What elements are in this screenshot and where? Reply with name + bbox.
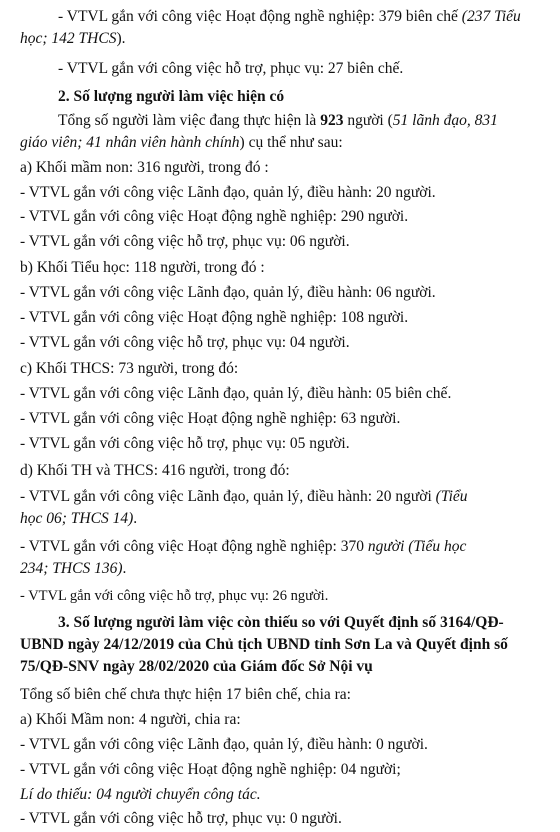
text-line: - VTVL gắn với công việc hỗ trợ, phục vụ: 06 người. [20, 233, 350, 250]
text-line: - VTVL gắn với công việc hỗ trợ, phục vụ: 0 người. [20, 810, 342, 827]
text-line: Lí do thiếu: 04 người chuyển công tác. [20, 786, 261, 803]
text-line: - VTVL gắn với công việc Hoạt động nghề nghiệp: 04 người; [20, 761, 401, 778]
text-line: - VTVL gắn với công việc Hoạt động nghề nghiệp: 108 người. [20, 309, 409, 326]
text-line: - VTVL gắn với công việc hỗ trợ, phục vụ: 27 biên chế. [58, 60, 404, 77]
text-line: - VTVL gắn với công việc Hoạt động nghề nghiệp: 379 biên chế (237 Tiểu [58, 8, 521, 25]
text-line: - VTVL gắn với công việc Hoạt động nghề nghiệp: 290 người. [20, 208, 409, 225]
text-line: - VTVL gắn với công việc Lãnh đạo, quản lý, điều hành: 0 người. [20, 736, 428, 753]
section-heading: 3. Số lượng người làm việc còn thiếu so với Quyết định số 3164/QĐ- [58, 614, 504, 631]
section-heading: 2. Số lượng người làm việc hiện có [58, 88, 285, 105]
text-line: - VTVL gắn với công việc hỗ trợ, phục vụ: 05 người. [20, 435, 350, 452]
text-line: giáo viên; 41 nhân viên hành chính) cụ thể như sau: [20, 134, 343, 151]
text-line: a) Khối mầm non: 316 người, trong đó : [20, 159, 269, 176]
section-heading: UBND ngày 24/12/2019 của Chủ tịch UBND tỉnh Sơn La và Quyết định số [20, 636, 508, 653]
text-line: - VTVL gắn với công việc Lãnh đạo, quản lý, điều hành: 05 biên chế. [20, 385, 452, 402]
text-line: b) Khối Tiểu học: 118 người, trong đó : [20, 259, 265, 276]
text-line: c) Khối THCS: 73 người, trong đó: [20, 360, 239, 377]
text-line: - VTVL gắn với công việc Lãnh đạo, quản lý, điều hành: 06 người. [20, 284, 436, 301]
text-line: - VTVL gắn với công việc Hoạt động nghề nghiệp: 63 người. [20, 410, 401, 427]
text-line: a) Khối Mầm non: 4 người, chia ra: [20, 711, 241, 728]
text-line: học; 142 THCS). [20, 30, 126, 47]
text-line: Tổng số biên chế chưa thực hiện 17 biên chế, chia ra: [20, 686, 351, 703]
text-line: học 06; THCS 14). [20, 510, 138, 527]
text-line: - VTVL gắn với công việc Hoạt động nghề nghiệp: 370 người (Tiểu học [20, 538, 467, 555]
text-line: - VTVL gắn với công việc hỗ trợ, phục vụ: 26 người. [20, 588, 329, 604]
text-line: Tổng số người làm việc đang thực hiện là 923 người (51 lãnh đạo, 831 [58, 112, 498, 129]
text-line: - VTVL gắn với công việc Lãnh đạo, quản lý, điều hành: 20 người. [20, 184, 436, 201]
text-line: d) Khối TH và THCS: 416 người, trong đó: [20, 462, 290, 479]
section-heading: 75/QĐ-SNV ngày 28/02/2020 của Giám đốc Sở Nội vụ [20, 658, 373, 675]
text-line: - VTVL gắn với công việc Lãnh đạo, quản lý, điều hành: 20 người (Tiểu [20, 488, 468, 505]
text-line: - VTVL gắn với công việc hỗ trợ, phục vụ: 04 người. [20, 334, 350, 351]
text-line: 234; THCS 136). [20, 560, 127, 577]
